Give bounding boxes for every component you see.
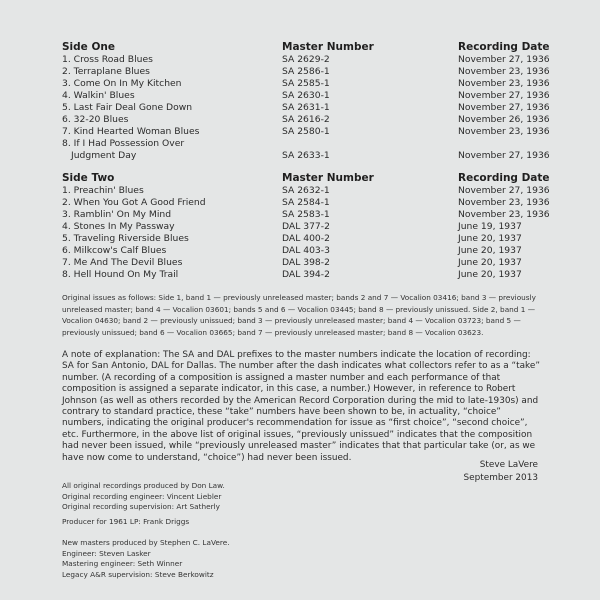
track-row: [62, 138, 542, 150]
master-number: SA 2631-1: [282, 102, 330, 113]
master-number: DAL 398-2: [282, 257, 330, 268]
track-row: [62, 209, 550, 221]
credit-line: Original recording engineer: Vincent Liebler: [62, 491, 222, 501]
recording-date: June 19, 1937: [458, 221, 522, 232]
credit-line: Legacy A&R supervision: Steve Berkowitz: [62, 569, 214, 579]
signature-name: Steve LaVere: [479, 460, 538, 470]
recording-date: June 20, 1937: [458, 245, 522, 256]
master-number: DAL 400-2: [282, 233, 330, 244]
recording-date: November 23, 1936: [458, 66, 550, 77]
track-title: 7. Me And The Devil Blues: [62, 257, 183, 268]
master-number: SA 2616-2: [282, 114, 330, 125]
track-row: [62, 66, 550, 78]
recording-date: November 27, 1936: [458, 150, 550, 161]
master-number: DAL 377-2: [282, 221, 330, 232]
track-row: [62, 245, 542, 257]
credits-new-masters: [62, 538, 230, 580]
master-number: SA 2629-2: [282, 54, 330, 65]
credit-line: Original recording supervision: Art Satherly: [62, 502, 220, 512]
track-row: [62, 257, 542, 269]
credit-line: Producer for 1961 LP: Frank Driggs: [62, 517, 190, 526]
master-number: SA 2586-1: [282, 66, 330, 77]
track-row: [62, 185, 550, 197]
recording-date: November 23, 1936: [458, 78, 550, 89]
track-title: 1. Cross Road Blues: [62, 54, 153, 65]
track-row: [62, 221, 542, 233]
recording-date: June 20, 1937: [458, 269, 522, 280]
track-row: [62, 269, 542, 281]
master-number: SA 2633-1: [282, 150, 330, 161]
track-row: [62, 233, 542, 245]
signature-block: [464, 459, 538, 484]
side-two-heading: Side Two: [62, 172, 115, 184]
recording-date: June 20, 1937: [458, 233, 522, 244]
master-number: SA 2585-1: [282, 78, 330, 89]
recording-date: November 27, 1936: [458, 54, 550, 65]
side-one-heading: Side One: [62, 41, 115, 53]
credits-original: [62, 481, 225, 513]
master-number: DAL 394-2: [282, 269, 330, 280]
track-title: 6. 32-20 Blues: [62, 114, 129, 125]
track-title: 3. Come On In My Kitchen: [62, 78, 182, 89]
note-text: A note of explanation: The SA and DAL prefixes to the master numbers indicate the location of recording: SA for San Antonio, DAL for Dallas. The number after the dash indicates what collectors refer to as a “take” number. (A recording of a composition is assigned a master number and each performance of that composition is assigned a separate indicator, in this case, a number.) However, in reference to Robert Johnson (as well as others recorded by the American Record Corporation during the mid to late-1930s) and contrary to standard practice, these “take” numbers have been shown to be, in actuality, “choice” numbers, indicating the original producer's recommendation for issue as “first choice”, “second choice”, etc. Furthermore, in the above list of original issues, “previously unissued” indicates that the composition had never been issued, while “previously unreleased master” indicates that that particular take (or, as we have now come to understand, “choice”) had never been issued.: [62, 350, 540, 463]
side-one-date-header: Recording Date: [458, 41, 550, 53]
original-issues-paragraph: [62, 292, 540, 338]
recording-date: June 20, 1937: [458, 257, 522, 268]
track-row: [62, 54, 550, 66]
recording-date: November 27, 1936: [458, 185, 550, 196]
credit-line: New masters produced by Stephen C. LaVere.: [62, 538, 230, 547]
track-row: [62, 150, 550, 162]
track-title: 4. Walkin' Blues: [62, 90, 135, 101]
master-number: SA 2580-1: [282, 126, 330, 137]
master-number: SA 2584-1: [282, 197, 330, 208]
side-two-date-header: Recording Date: [458, 172, 550, 184]
side-one-master-header: Master Number: [282, 41, 374, 53]
track-row: [62, 126, 550, 138]
recording-date: November 27, 1936: [458, 102, 550, 113]
track-title: 7. Kind Hearted Woman Blues: [62, 126, 200, 137]
recording-date: November 23, 1936: [458, 126, 550, 137]
recording-date: November 23, 1936: [458, 197, 550, 208]
recording-date: November 26, 1936: [458, 114, 550, 125]
credit-line: All original recordings produced by Don Law.: [62, 481, 225, 490]
credit-line: Engineer: Steven Lasker: [62, 548, 151, 558]
track-title: 8. If I Had Possession Over: [62, 138, 185, 149]
track-row: [62, 114, 550, 126]
track-title-continued: Judgment Day: [71, 150, 137, 161]
credits-producer-1961: [62, 517, 189, 528]
side-two-master-header: Master Number: [282, 172, 374, 184]
track-row: [62, 197, 550, 209]
credit-line: Mastering engineer: Seth Winner: [62, 559, 183, 569]
track-title: 5. Last Fair Deal Gone Down: [62, 102, 193, 113]
track-title: 5. Traveling Riverside Blues: [62, 233, 189, 244]
track-title: 3. Ramblin' On My Mind: [62, 209, 172, 220]
track-title: 4. Stones In My Passway: [62, 221, 175, 232]
recording-date: November 23, 1936: [458, 209, 550, 220]
master-number: SA 2632-1: [282, 185, 330, 196]
track-row: [62, 102, 550, 114]
master-number: SA 2630-1: [282, 90, 330, 101]
track-title: 1. Preachin' Blues: [62, 185, 144, 196]
signature-date: September 2013: [463, 472, 538, 483]
master-number: DAL 403-3: [282, 245, 330, 256]
note-of-explanation: [62, 350, 544, 464]
track-title: 2. Terraplane Blues: [62, 66, 150, 77]
track-title: 8. Hell Hound On My Trail: [62, 269, 179, 280]
track-row: [62, 90, 550, 102]
track-row: [62, 78, 550, 90]
track-title: 2. When You Got A Good Friend: [62, 197, 206, 208]
original-issues-text: Original issues as follows: Side 1, band 1 — previously unreleased master; bands 2 and 7 — Vocalion 03416; band 3 — previously unreleased master; band 4 — Vocalion 03601; bands 5 and 6 — Vocalion 03445; band 8 — previously unissued. Side 2, band 1 — Vocalion 04630; band 2 — previously unissued; band 3 — previously unreleased master; band 4 — Vocalion 03723; band 5 — previously unissued; band 6 — Vocalion 03665; band 7 — previously unreleased master; band 8 — Vocalion 03623.: [62, 293, 536, 337]
master-number: SA 2583-1: [282, 209, 330, 220]
track-title: 6. Milkcow's Calf Blues: [62, 245, 167, 256]
recording-date: November 27, 1936: [458, 90, 550, 101]
